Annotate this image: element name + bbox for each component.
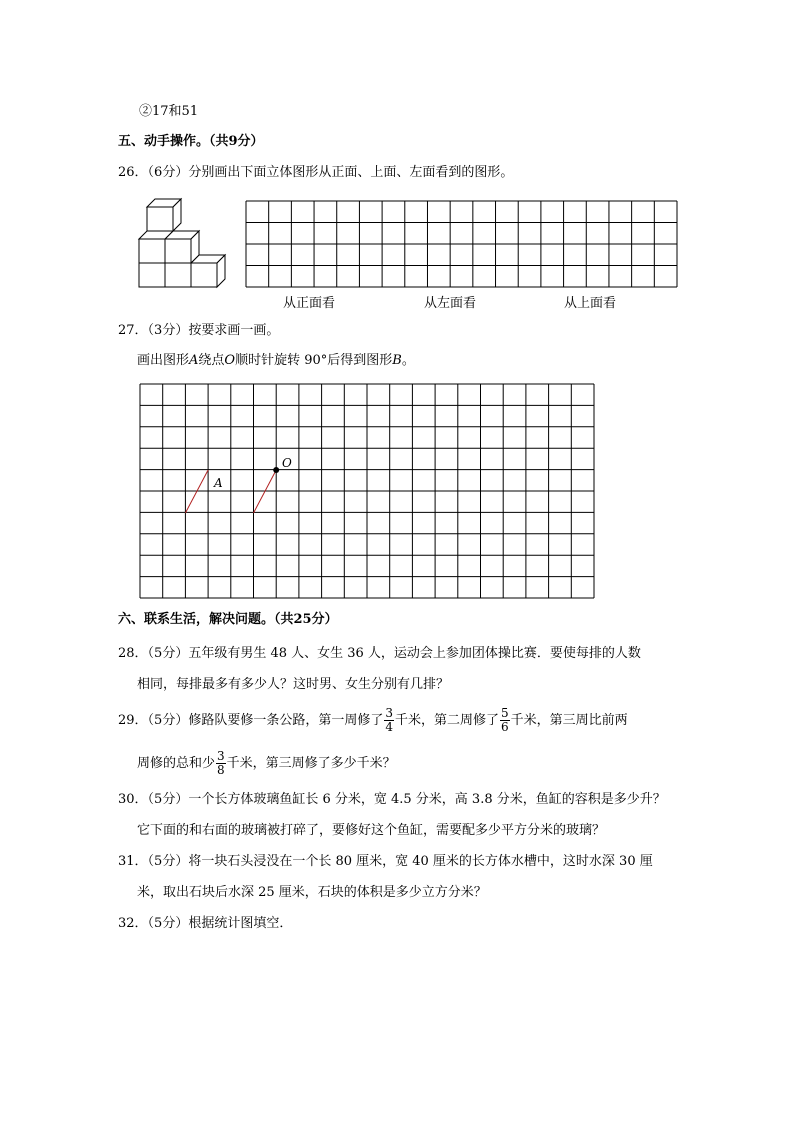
q28-line2: 相同，每排最多有多少人？这时男、女生分别有几排？ — [137, 677, 450, 692]
label-a: A — [214, 476, 223, 490]
q32-text: 32．（5分）根据统计图填空． — [118, 916, 293, 931]
caption-top-view: 从上面看 — [564, 296, 617, 311]
q30-line1: 30．（5分）一个长方体玻璃鱼缸长 6 分米，宽 4.5 分米，高 3.8 分米，鱼缸的容积是多少升？ — [118, 792, 666, 807]
q27-instruction: 画出图形A绕点O顺时针旋转 90°后得到图形B。 — [137, 353, 415, 368]
fraction-5-6: $\frac{5}{6}$ — [500, 706, 509, 734]
fraction-3-8: $\frac{3}{8}$ — [217, 749, 225, 777]
q26-text: 26．（6分）分别画出下面立体图形从正面、上面、左面看到的图形。 — [118, 165, 514, 180]
rotation-grid[interactable] — [140, 384, 594, 599]
section-5-title: 五、动手操作。（共9分） — [118, 134, 264, 149]
q28-line1: 28．（5分）五年级有男生 48 人、女生 36 人，运动会上参加团体操比赛．要使每排的人数 — [118, 646, 641, 661]
label-o: O — [282, 456, 292, 470]
q27-text: 27．（3分）按要求画一画。 — [118, 323, 280, 338]
previous-answer: ②17和51 — [139, 104, 199, 119]
point-o — [273, 467, 279, 473]
q29-line1: 29．（5分）修路队要修一条公路，第一周修了 $\frac{3}{4}$ 千米，第二周修了 $\frac{5}{6}$ 千米，第三周比前两 — [118, 706, 628, 734]
fraction-3-4: $\frac{3}{4}$ — [385, 706, 393, 734]
q30-line2: 它下面的和右面的玻璃被打碎了，要修好这个鱼缸，需要配多少平方分米的玻璃？ — [137, 823, 606, 838]
section-6-title: 六、联系生活，解决问题。（共25分） — [118, 612, 338, 627]
q31-line1: 31．（5分）将一块石头浸没在一个长 80 厘米，宽 40 厘米的长方体水槽中，这时水深 30 厘 — [118, 854, 653, 869]
caption-front-view: 从正面看 — [283, 296, 336, 311]
view-drawing-grid[interactable] — [246, 201, 678, 289]
q31-line2: 米，取出石块后水深 25 厘米，石块的体积是多少立方分米？ — [137, 885, 487, 900]
caption-left-view: 从左面看 — [424, 296, 477, 311]
q29-line2: 周修的总和少 $\frac{3}{8}$ 千米，第三周修了多少千米？ — [137, 749, 396, 777]
cube-stack-figure — [136, 196, 236, 291]
